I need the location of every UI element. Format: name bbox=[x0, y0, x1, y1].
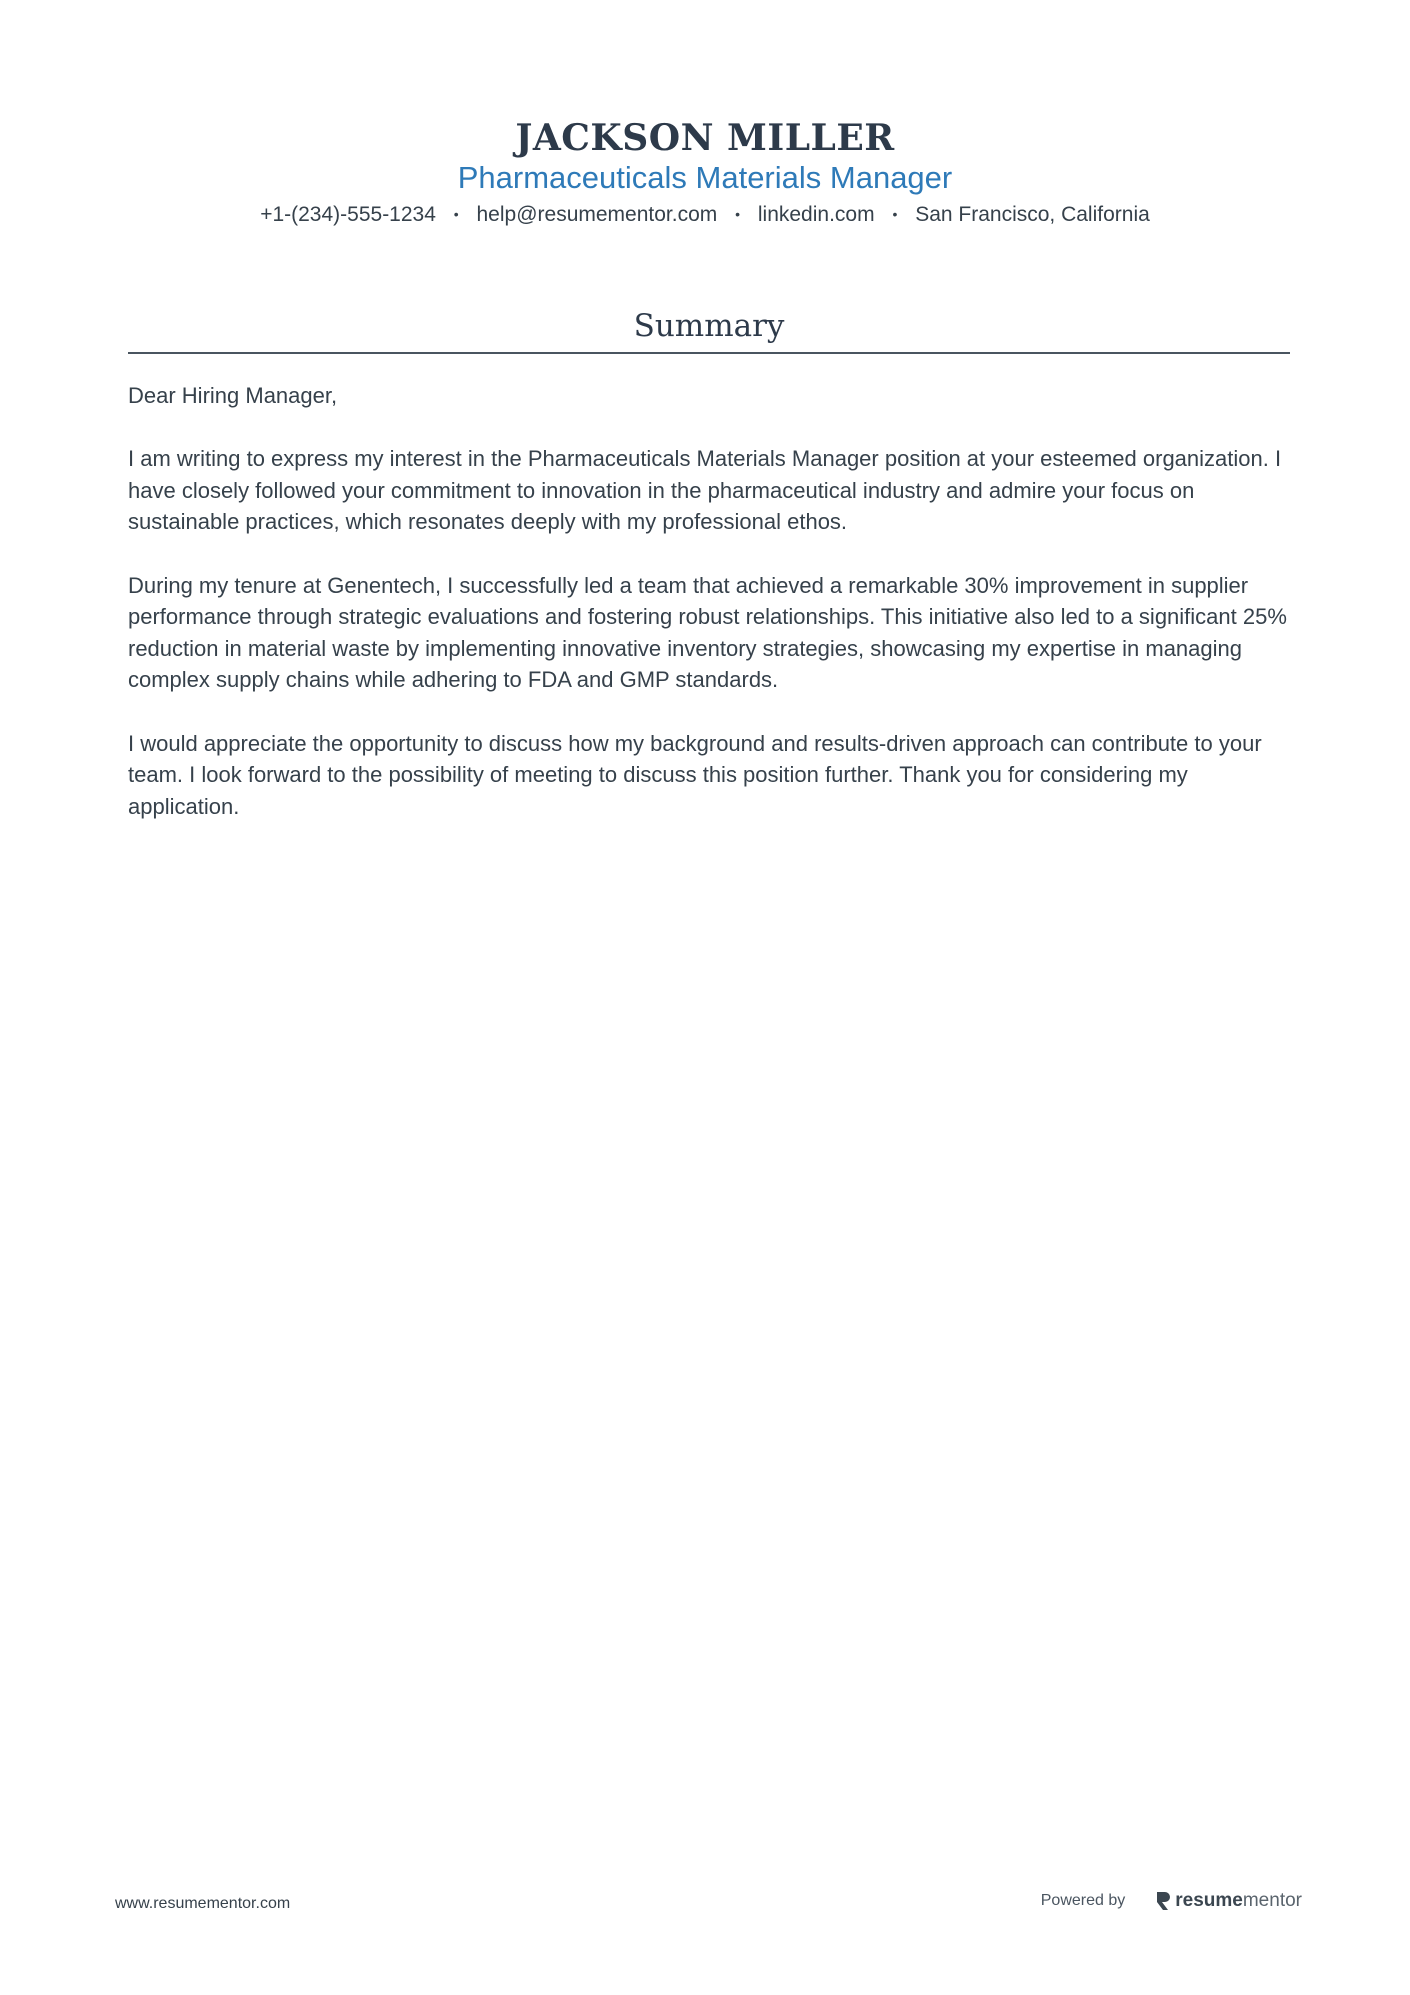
contact-line bbox=[0, 200, 1410, 229]
contact-phone: +1-(234)-555-1234 bbox=[260, 203, 436, 226]
candidate-role: Pharmaceuticals Materials Manager bbox=[457, 160, 953, 195]
letter-paragraph: I am writing to express my interest in the Pharmaceuticals Materials Manager position at your esteemed organization. I have closely followed your commitment to innovation in the pharmaceutical industry and admire your focus on sustainable practices, which resonates deeply with my professional ethos. bbox=[128, 446, 1282, 535]
contact-separator: • bbox=[735, 206, 741, 222]
header bbox=[0, 116, 1410, 229]
letter-paragraph: During my tenure at Genentech, I successfully led a team that achieved a remarkable 30% improvement in supplier performance through strategic evaluations and fostering robust relationships. This initiative also led to a significant 25% reduction in material waste by implementing innovative inventory strategies, showcasing my expertise in managing complex supply chains while adhering to FDA and GMP standards. bbox=[128, 572, 1287, 693]
contact-separator: • bbox=[892, 206, 898, 222]
section-title: Summary bbox=[633, 308, 785, 344]
contact-linkedin[interactable]: linkedin.com bbox=[757, 203, 875, 226]
resumementor-logo-icon bbox=[1155, 1891, 1171, 1911]
section-divider bbox=[128, 352, 1290, 354]
brand-logo[interactable] bbox=[1155, 1890, 1302, 1912]
letter-paragraph: I would appreciate the opportunity to discuss how my background and results-driven approach can contribute to your team. I look forward to the possibility of meeting to discuss this position further. Thank you for considering my application. bbox=[128, 730, 1262, 819]
brand-name-bold: resume bbox=[1175, 1890, 1243, 1911]
contact-location: San Francisco, California bbox=[915, 203, 1150, 226]
contact-email[interactable]: help@resumementor.com bbox=[476, 203, 718, 226]
powered-by-label: Powered by bbox=[1040, 1892, 1126, 1909]
contact-separator: • bbox=[453, 206, 459, 222]
letter-body bbox=[128, 380, 1290, 854]
letter-greeting: Dear Hiring Manager, bbox=[128, 383, 338, 408]
brand-name-light: mentor bbox=[1242, 1890, 1302, 1911]
footer-powered-by bbox=[1041, 1890, 1302, 1912]
footer-website[interactable]: www.resumementor.com bbox=[115, 1895, 291, 1912]
candidate-name: JACKSON MILLER bbox=[515, 117, 895, 159]
